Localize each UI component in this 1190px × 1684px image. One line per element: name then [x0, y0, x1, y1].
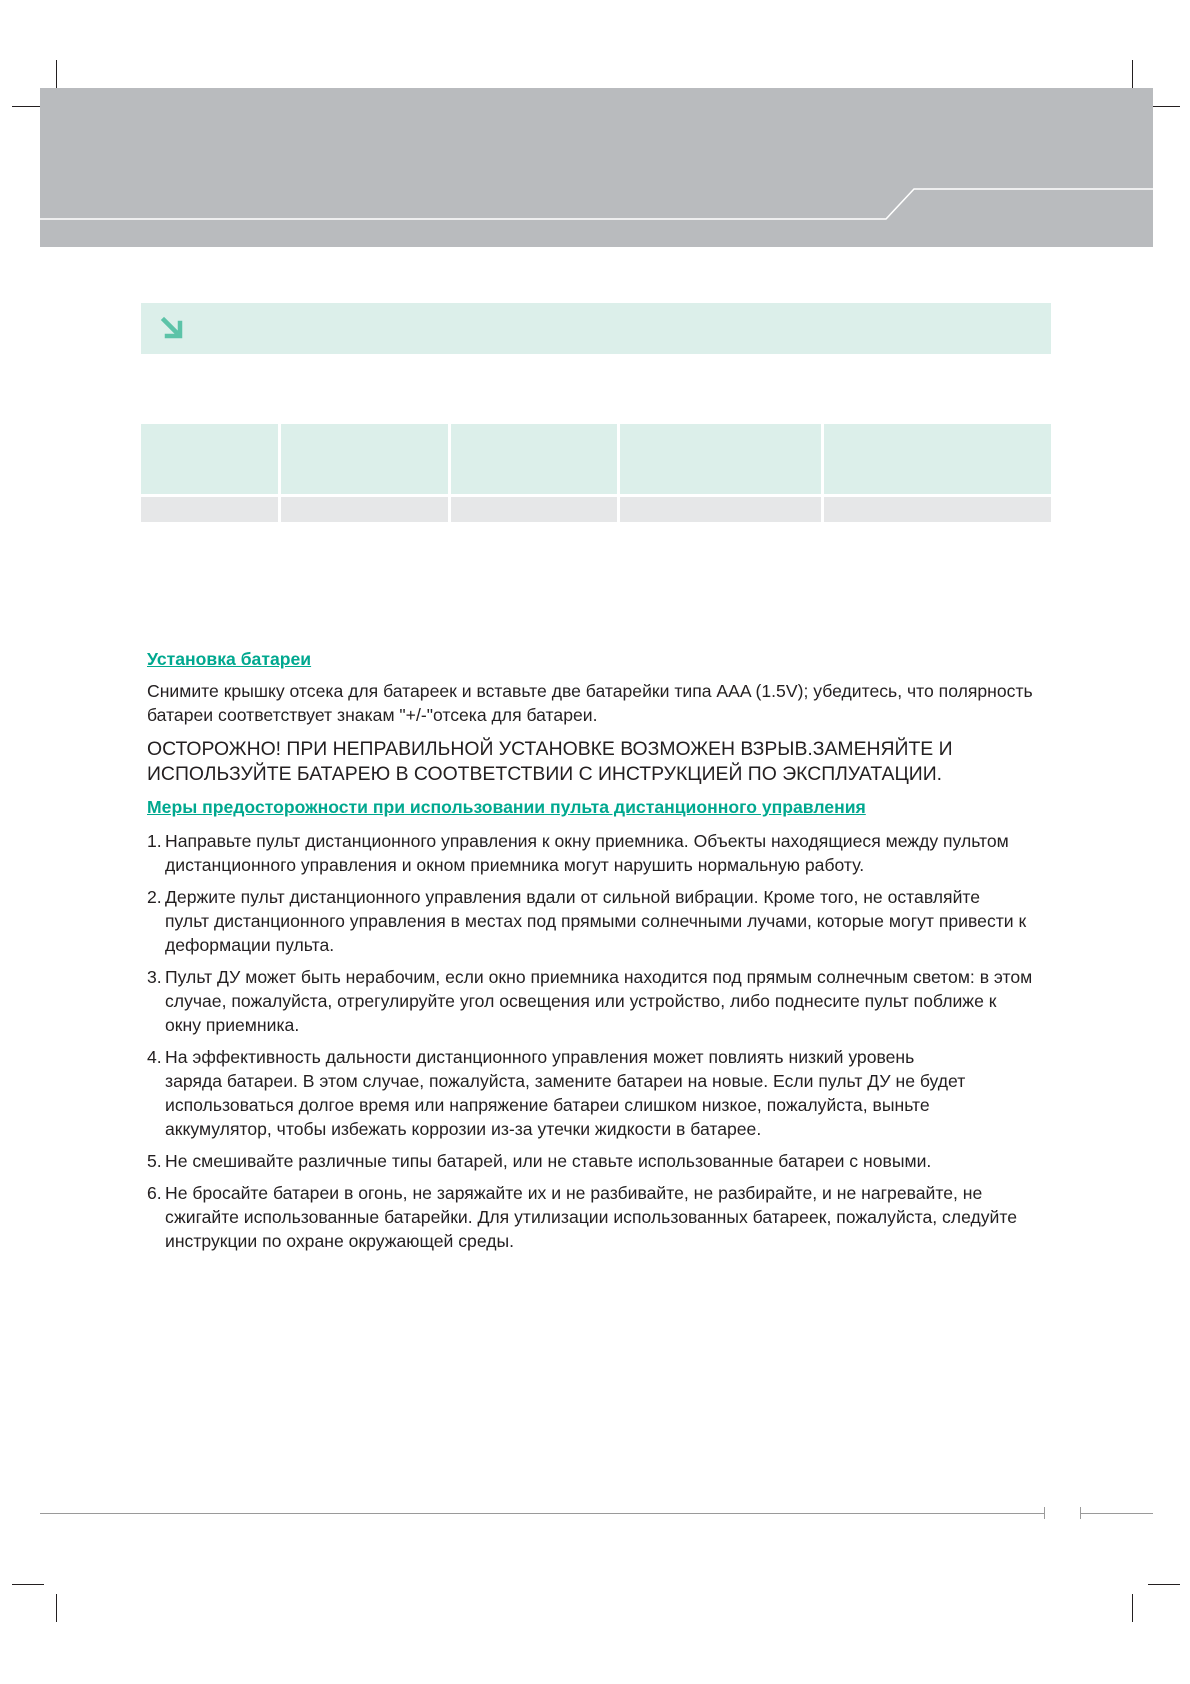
crop-mark-top-right-vertical — [1132, 60, 1133, 88]
crop-mark-bottom-right-horizontal — [1148, 1584, 1180, 1585]
spec-table-value-cell — [620, 497, 821, 522]
footer-tick-left — [1044, 1507, 1045, 1519]
list-item-text: Не смешивайте различные типы батарей, или не ставьте использованные батареи с новыми. — [165, 1151, 932, 1171]
list-item-number: 3. — [147, 967, 162, 987]
list-item-text: Пульт ДУ может быть нерабочим, если окно приемника находится под прямым солнечным светом: в этом случае, пожалуйста, отрегулируйте угол освещения или устройство, либо поднесите пульт поближе к окну приемника. — [165, 967, 1033, 1035]
list-item-number: 5. — [147, 1151, 162, 1171]
remote-precautions-heading: Меры предосторожности при использовании пульта дистанционного управления — [147, 797, 866, 817]
spec-table-header-row — [141, 424, 1051, 494]
spec-table-value-cell — [141, 497, 278, 522]
spec-table-header-cell — [451, 424, 617, 494]
list-item-number: 1. — [147, 831, 162, 851]
spec-table-header-cell — [281, 424, 448, 494]
list-item-text: Держите пульт дистанционного управления вдали от сильной вибрации. Кроме того, не оставляйте пульт дистанционного управления в местах под прямыми солнечными лучами, которые могут привести к деформации пульта. — [165, 887, 1027, 955]
crop-mark-bottom-right-vertical — [1132, 1594, 1133, 1622]
list-item-text: Направьте пульт дистанционного управления к окну приемника. Объекты находящиеся между пультом дистанционного управления и окном приемника могут нарушить нормальную работу. — [165, 831, 1009, 875]
footer-rule-right — [1080, 1513, 1153, 1514]
spec-table-value-cell — [451, 497, 617, 522]
list-item-number: 2. — [147, 887, 162, 907]
main-content — [147, 647, 1047, 1261]
list-item — [147, 965, 1047, 1037]
crop-mark-bottom-left-vertical — [56, 1594, 57, 1622]
battery-install-instruction: Снимите крышку отсека для батареек и вставьте две батарейки типа AAA (1.5V); убедитесь, что полярность батареи соответствует знакам "+/-"отсека для батареи. — [147, 681, 1033, 725]
list-item — [147, 1181, 1047, 1253]
list-item — [147, 1045, 1047, 1141]
spec-table-value-cell — [281, 497, 448, 522]
battery-install-heading: Установка батареи — [147, 649, 312, 669]
list-item-number: 4. — [147, 1047, 162, 1067]
section-title-bar — [141, 303, 1051, 354]
diagonal-arrow-down-right-icon — [159, 315, 187, 343]
list-item — [147, 885, 1047, 957]
list-item-text: На эффективность дальности дистанционного управления может повлиять низкий уровень заряда батареи. В этом случае, пожалуйста, замените батареи на новые. Если пульт ДУ не будет использоваться долгое время или напряжение батареи слишком низкое, пожалуйста, выньте аккумулятор, чтобы избежать коррозии из-за утечки жидкости в батарее. — [165, 1047, 966, 1139]
list-item — [147, 829, 1047, 877]
crop-mark-bottom-left-horizontal — [12, 1584, 44, 1585]
header-decor-line — [40, 88, 1153, 247]
precautions-list — [147, 829, 1047, 1253]
crop-mark-top-left-vertical — [56, 60, 57, 88]
list-item — [147, 1149, 1047, 1173]
list-item-number: 6. — [147, 1183, 162, 1203]
battery-warning: ОСТОРОЖНО! ПРИ НЕПРАВИЛЬНОЙ УСТАНОВКЕ ВОЗМОЖЕН ВЗРЫВ.ЗАМЕНЯЙТЕ И ИСПОЛЬЗУЙТЕ БАТАРЕЮ В СООТВЕТСТВИИ С ИНСТРУКЦИЕЙ ПО ЭКСПЛУАТАЦИИ. — [147, 738, 953, 785]
spec-table-header-cell — [824, 424, 1051, 494]
spec-table-header-cell — [141, 424, 278, 494]
list-item-text: Не бросайте батареи в огонь, не заряжайте их и не разбивайте, не разбирайте, и не нагревайте, не сжигайте использованные батарейки. Для утилизации использованных батареек, пожалуйста, следуйте инструкции по охране окружающей среды. — [165, 1183, 1017, 1251]
spec-table-value-row — [141, 497, 1051, 522]
spec-table — [141, 424, 1051, 522]
spec-table-value-cell — [824, 497, 1051, 522]
footer-rule-left — [40, 1513, 1044, 1514]
spec-table-header-cell — [620, 424, 821, 494]
